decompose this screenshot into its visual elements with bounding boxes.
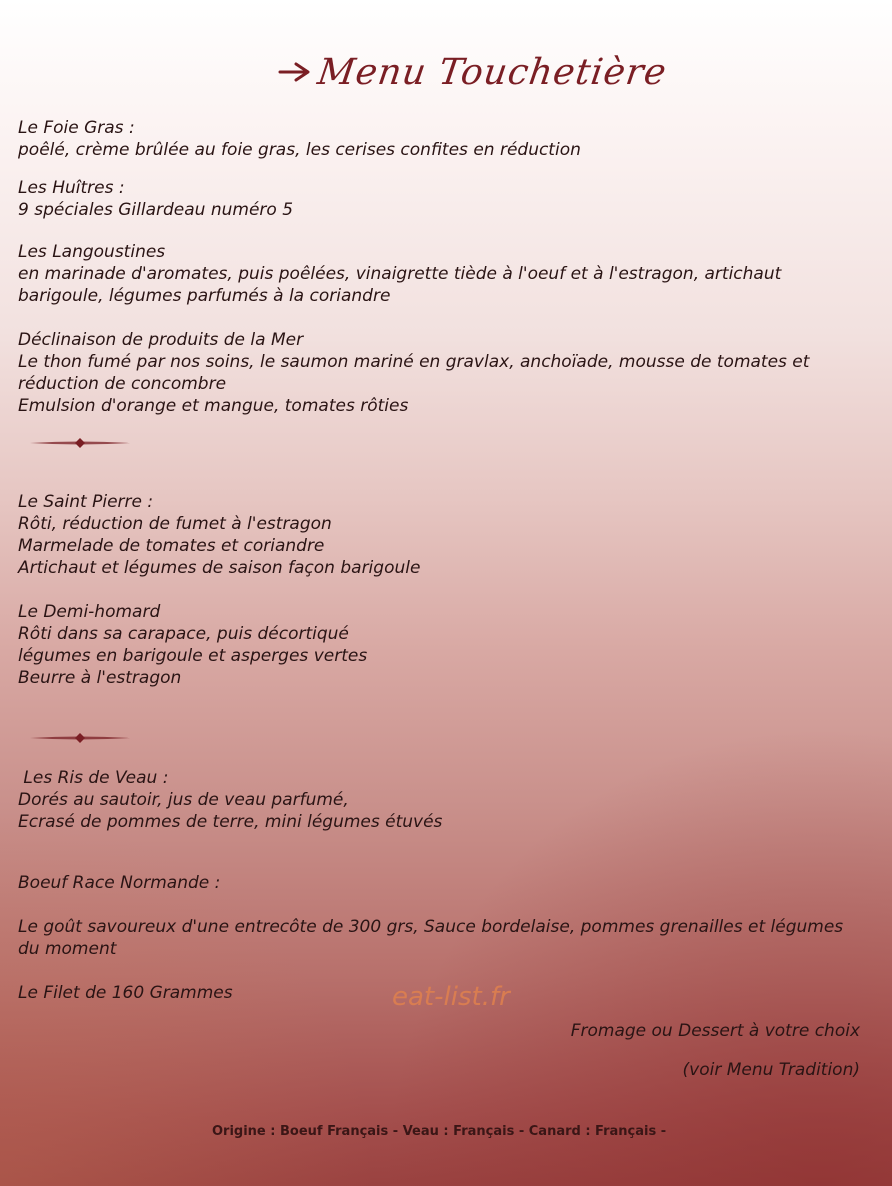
section-heading: Boeuf Race Normande : xyxy=(18,873,221,893)
dish-description: Rôti dans sa carapace, puis décortiqué xyxy=(18,624,349,644)
origin-footer: Origine : Boeuf Français - Veau : Français - Canard : Français - xyxy=(212,1124,667,1139)
menu-title-text: Menu Touchetière xyxy=(315,51,670,93)
section-boeuf-heading xyxy=(18,872,220,894)
dish-description: en marinade d'aromates, puis poêlées, vinaigrette tiède à l'oeuf et à l'estragon, artichaut xyxy=(18,264,782,284)
dish-description: Emulsion d'orange et mangue, tomates rôties xyxy=(18,396,409,416)
section-heading: Le Foie Gras : xyxy=(18,118,135,138)
ornament-divider-icon xyxy=(30,437,130,449)
section-heading: Les Langoustines xyxy=(18,242,166,262)
section-huitres xyxy=(18,177,293,221)
tradition-note: (voir Menu Tradition) xyxy=(682,1060,860,1080)
dish-description: barigoule, légumes parfumés à la coriandre xyxy=(18,286,391,306)
section-heading: Le Filet de 160 Grammes xyxy=(18,983,233,1003)
dish-description: poêlé, crème brûlée au foie gras, les cerises confites en réduction xyxy=(18,140,581,160)
section-ris-de-veau xyxy=(18,767,442,833)
section-foie-gras xyxy=(18,117,581,161)
section-heading: Les Huîtres : xyxy=(18,178,125,198)
dish-description: Le goût savoureux d'une entrecôte de 300 grs, Sauce bordelaise, pommes grenailles et légumes xyxy=(18,917,844,937)
dish-description: Beurre à l'estragon xyxy=(18,668,182,688)
arrow-right-icon xyxy=(278,60,312,84)
dish-description: Ecrasé de pommes de terre, mini légumes étuvés xyxy=(18,812,443,832)
dish-description: Rôti, réduction de fumet à l'estragon xyxy=(18,514,332,534)
section-boeuf-description xyxy=(18,916,843,960)
section-heading: Déclinaison de produits de la Mer xyxy=(18,330,304,350)
dish-description: 9 spéciales Gillardeau numéro 5 xyxy=(18,200,294,220)
section-filet xyxy=(18,982,233,1004)
section-saint-pierre xyxy=(18,491,420,579)
section-langoustines xyxy=(18,241,781,307)
dish-description: réduction de concombre xyxy=(18,374,227,394)
dessert-note: Fromage ou Dessert à votre choix xyxy=(570,1021,860,1041)
menu-title xyxy=(278,42,670,102)
section-declinaison xyxy=(18,329,809,417)
section-heading: Le Saint Pierre : xyxy=(18,492,154,512)
watermark: eat-list.fr xyxy=(392,982,510,1012)
dish-description: du moment xyxy=(18,939,117,959)
section-heading: Les Ris de Veau : xyxy=(18,768,169,788)
section-demi-homard xyxy=(18,601,367,689)
ornament-divider-icon xyxy=(30,732,130,744)
dish-description: légumes en barigoule et asperges vertes xyxy=(18,646,368,666)
dish-description: Marmelade de tomates et coriandre xyxy=(18,536,325,556)
dish-description: Dorés au sautoir, jus de veau parfumé, xyxy=(18,790,349,810)
dish-description: Artichaut et légumes de saison façon barigoule xyxy=(18,558,421,578)
section-heading: Le Demi-homard xyxy=(18,602,161,622)
dish-description: Le thon fumé par nos soins, le saumon mariné en gravlax, anchoïade, mousse de tomates et xyxy=(18,352,810,372)
